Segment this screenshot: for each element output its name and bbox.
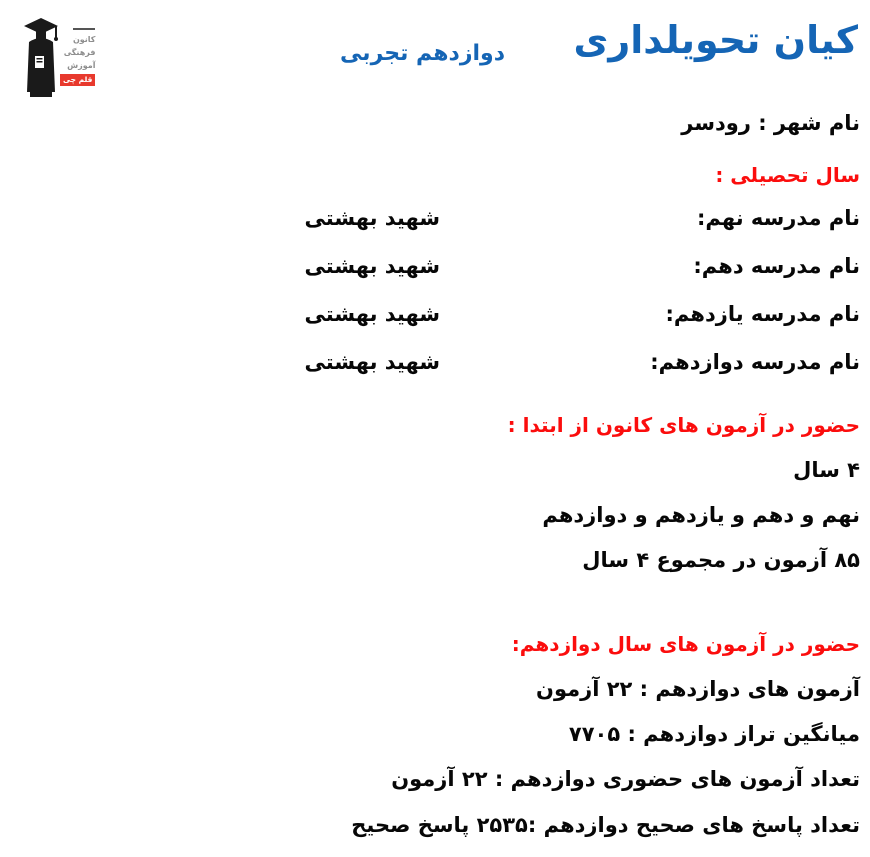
student-name-title: کیان تحویلداری — [573, 18, 858, 62]
grades-list-line: نهم و دهم و یازدهم و دوازدهم — [542, 503, 860, 527]
logo-word-kanoon: کانون — [72, 35, 96, 44]
logo-word-amoozesh: آموزش — [67, 61, 96, 70]
school-label: نام مدرسه دوازدهم: — [650, 350, 860, 374]
academic-year-heading: سال تحصیلی : — [715, 163, 860, 187]
twelfth-average-score-line: میانگین تراز دوازدهم : ۷۷۰۵ — [568, 722, 860, 746]
twelfth-stats-heading: حضور در آزمون های سال دوازدهم: — [511, 632, 860, 656]
logo-text-column — [60, 18, 95, 100]
school-value: شهید بهشتی — [304, 254, 440, 278]
grade-field-subtitle: دوازدهم تجربی — [340, 41, 505, 66]
school-value: شهید بهشتی — [304, 206, 440, 230]
kanoon-history-heading: حضور در آزمون های کانون از ابتدا : — [507, 413, 860, 437]
ghalamchi-badge: قلم چی — [60, 74, 95, 86]
twelfth-exams-count-line: آزمون های دوازدهم : ۲۲ آزمون — [536, 677, 860, 701]
school-label: نام مدرسه یازدهم: — [665, 302, 860, 326]
school-value: شهید بهشتی — [304, 302, 440, 326]
graduate-silhouette-icon — [22, 18, 60, 100]
years-count-line: ۴ سال — [793, 458, 860, 482]
school-label: نام مدرسه نهم: — [696, 206, 860, 230]
total-exams-line: ۸۵ آزمون در مجموع ۴ سال — [582, 548, 860, 572]
city-line: نام شهر : رودسر — [681, 111, 860, 135]
logo-word-farhangi: فرهنگی — [63, 48, 96, 57]
school-label: نام مدرسه دهم: — [693, 254, 860, 278]
logo-rule — [73, 28, 95, 30]
twelfth-correct-answers-line: تعداد پاسخ های صحیح دوازدهم :۲۵۳۵ پاسخ صحیح — [351, 813, 860, 837]
kanoon-logo — [22, 18, 96, 100]
twelfth-in-person-exams-line: تعداد آزمون های حضوری دوازدهم : ۲۲ آزمون — [391, 767, 860, 791]
school-value: شهید بهشتی — [304, 350, 440, 374]
